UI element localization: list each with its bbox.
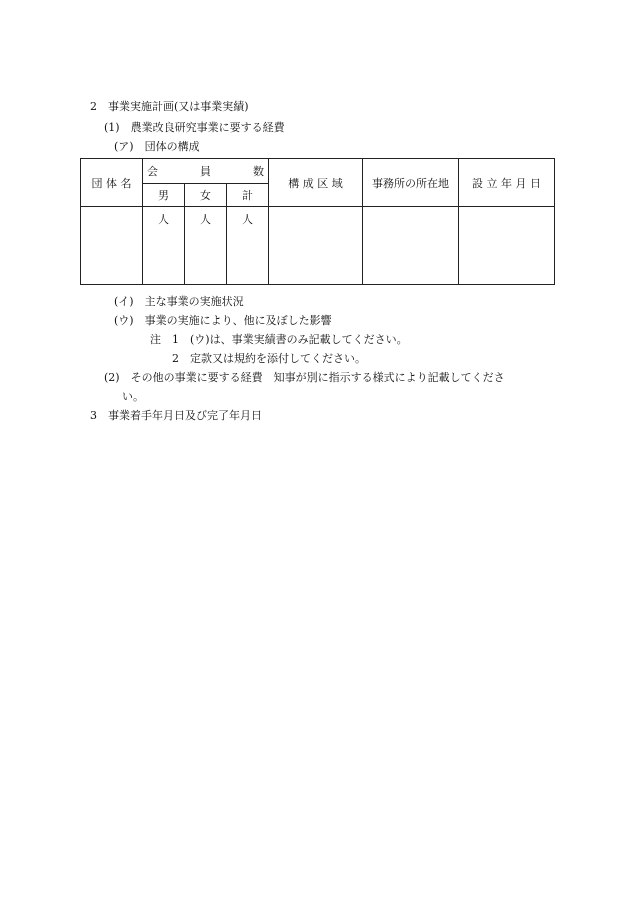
note-2: 2 定款又は規約を添付してください。 xyxy=(172,352,366,365)
item-i-heading: (イ) 主な事業の実施状況 xyxy=(114,295,244,308)
office-location-cell xyxy=(363,207,459,285)
item-u-heading: (ウ) 事業の実施により、他に及ぼした影響 xyxy=(114,314,332,327)
female-unit: 人 xyxy=(185,207,227,285)
org-name-cell xyxy=(81,207,143,285)
total-unit: 人 xyxy=(227,207,269,285)
members-header: 会 員 数 xyxy=(143,159,269,184)
subsection-1-heading: (1) 農業改良研究事業に要する経費 xyxy=(104,121,285,134)
established-date-cell xyxy=(459,207,555,285)
item-a-heading: (ア) 団体の構成 xyxy=(114,140,200,153)
subsection-2-line-2: い。 xyxy=(122,390,144,403)
area-cell xyxy=(269,207,363,285)
note-1: 注 1 (ウ)は、事業実績書のみ記載してください。 xyxy=(150,333,408,346)
subsection-2-line-1: (2) その他の事業に要する経費 知事が別に指示する様式により記載してくださ xyxy=(104,371,505,384)
established-date-header: 設 立 年 月 日 xyxy=(459,159,555,207)
org-name-header: 団 体 名 xyxy=(81,159,143,207)
organization-table xyxy=(80,158,555,285)
section-3-heading: 3 事業着手年月日及び完了年月日 xyxy=(90,409,262,422)
female-header: 女 xyxy=(185,184,227,207)
section-2-heading: 2 事業実施計画(又は事業実績) xyxy=(90,100,249,113)
total-header: 計 xyxy=(227,184,269,207)
male-unit: 人 xyxy=(143,207,185,285)
office-location-header: 事務所の所在地 xyxy=(363,159,459,207)
area-header: 構 成 区 域 xyxy=(269,159,363,207)
male-header: 男 xyxy=(143,184,185,207)
